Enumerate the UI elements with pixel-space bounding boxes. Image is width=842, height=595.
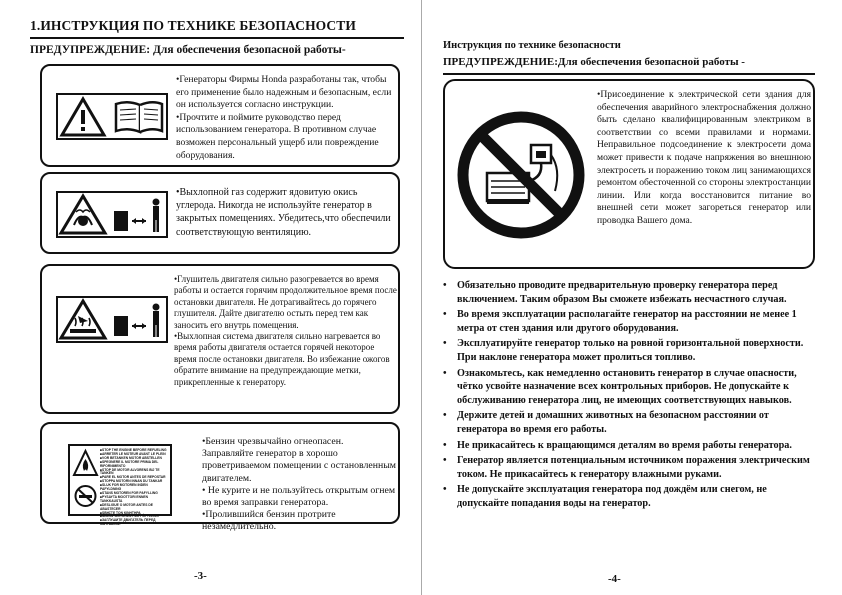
warning-triangle-icon — [62, 99, 104, 135]
distance-generator-icon — [114, 211, 146, 231]
hot-surface-icon-panel — [56, 296, 168, 343]
bullet-item: • Не допускайте эксплуатация генератора под дождём или снегом, не допускайте попадания воды на генератор. — [443, 484, 767, 509]
bullet-dot: • — [443, 455, 447, 467]
safety-block-muffler — [40, 264, 400, 414]
safety-bullet-list — [443, 279, 815, 513]
exhaust-paragraph-1: •Выхлопной газ содержит ядовитую окись углерода. Никогда не используйте генератор в закрытых помещениях. Убедитесь,что обеспечили соответствующую вентиляцию. — [176, 187, 391, 238]
manual-paragraph-2: •Прочтите и поймите руководство перед использованием генератора. В противном случае возможен персональный ущерб или повреждение оборудования. — [176, 111, 379, 161]
bullet-dot: • — [443, 484, 447, 496]
label-line: ■SLUK FOR MOTOREN INDEN PAFYLDNING — [100, 483, 148, 492]
manual-block-text — [176, 74, 396, 162]
label-line: ■ARRETER LE MOTEUR AVANT LE PLEIN — [100, 451, 166, 456]
safety-block-fuel — [40, 422, 400, 533]
bullet-dot: • — [443, 280, 447, 291]
muffler-paragraph-2: •Выхлопная система двигателя сильно нагревается во время работы двигателя остается горячей некоторое время после остановки двигателя. Во избежание ожогов обратите внимание на предупреждающие метки, прикрепленные к генератору. — [174, 331, 390, 387]
muffler-paragraph-1: •Глушитель двигателя сильно разогревается во время работы и остается горячим продолжительное время после остановки двигателя. Не дотрагивайтесь до горячего глушителя. Дайте двигателю остыть перед тем как заносить его внутрь помещения. — [174, 274, 397, 330]
label-line: ■STOPPA MOTORN INNAN DU TANKAR — [100, 479, 163, 484]
bullet-item: • Во время эксплуатации располагайте генератор на расстоянии не менее 1 метра от стен здания или другого оборудования. — [443, 309, 797, 334]
no-connection-icon — [457, 111, 585, 239]
refueling-label-panel — [68, 444, 172, 527]
fuel-paragraph-2: • Не курите и не пользуйтесь открытым огнем во время заправки генератора. — [202, 484, 396, 509]
right-page-title: Инструкция по технике безопасности — [443, 40, 621, 51]
label-line: ■PARE EL MOTOR ANTES DE REPOSTAR — [100, 475, 166, 480]
label-line: ■SBHΣTE TON KINHTHPA — [100, 510, 141, 515]
bullet-item: • Держите детей и домашних животных на безопасном расстоянии от генератора во время его работы. — [443, 410, 769, 435]
distance-generator-icon-2 — [114, 316, 146, 336]
bullet-item: • Генератор является потенциальным источником поражения электрическим током. Не прикасайтесь к генератору влажными руками. — [443, 455, 810, 480]
person-icon-2 — [153, 304, 160, 338]
title-rule — [30, 37, 404, 39]
toxic-gas-warning-icon — [61, 196, 105, 233]
label-line: ■STOP DE MOTOR ALVORENS BIJ TE TANKEN — [100, 467, 160, 476]
bullet-dot: • — [443, 338, 447, 350]
muffler-block-text — [174, 274, 398, 388]
label-line: ■DESLIGUE O MOTOR ANTES DE ABASTECER — [100, 502, 153, 511]
manual-paragraph-1: •Генераторы Фирмы Honda разработаны так, чтобы его применение было надежным и безопасным, если он используется согласно инструкции. — [176, 74, 392, 111]
exhaust-icon-panel — [56, 191, 168, 238]
exhaust-block-text — [176, 186, 396, 239]
label-line: ■VOR BETANKEN MOTOR ABSTELLEN — [100, 455, 162, 460]
right-title-rule — [443, 73, 815, 75]
left-page-title: 1.ИНСТРУКЦИЯ ПО ТЕХНИКЕ БЕЗОПАСНОСТИ — [30, 18, 356, 33]
fuel-block-text — [202, 436, 396, 534]
bullet-dot: • — [443, 309, 447, 321]
open-book-icon — [116, 102, 162, 132]
label-line: ■PYSAYTA MOOTTORI ENNEN TANKKAUSTA — [100, 494, 148, 503]
grid-connection-warning-box — [443, 79, 815, 269]
grid-connection-text: •Присоединение к электрической сети здания для обеспечения аварийного электроснабжения должно быть сделано квалифицированным электриком в соответствии со всеми правилами и нормами. Неправильное подсоединение к электросети дома может привести к подаче напряжения во внешнюю электросеть и поражению током лиц занимающихся ремонтом обесточенной со стороны электростанции линии. Или когда восстановится питание во внешней сети может загореться генератор или проводка Вашего дома. — [597, 89, 811, 226]
fire-warning-icon — [73, 449, 98, 511]
label-line: ■STANS MOTOREN FOR PAFYLLING — [100, 490, 158, 495]
no-smoking-icon — [73, 482, 98, 512]
label-line: ■ЗАГЛУШИТЕ ДВИГАТЕЛЬ ПЕРЕД ЗАПРАВКОЙ — [100, 518, 156, 527]
bullet-item: • Обязательно проводите предварительную проверку генератора перед включением. Таким образом Вы сможете избежать несчастного случая. — [443, 280, 787, 305]
hot-surface-warning-icon — [61, 301, 105, 338]
left-warning-heading: ПРЕДУПРЕЖДЕНИЕ: Для обеспечения безопасной работы- — [30, 44, 346, 56]
left-page-number: -3- — [194, 570, 207, 582]
bullet-dot: • — [443, 439, 447, 451]
tilt-note: При наклоне генератора может пролиться топливо. — [457, 351, 696, 363]
right-page-number: -4- — [608, 573, 621, 585]
label-line: ■SPEGNERE IL MOTORE PRIMA DEL RIFORNIMENTO — [100, 459, 159, 468]
page-divider — [421, 0, 422, 595]
bullet-dot: • — [443, 367, 447, 379]
bullet-dot: • — [443, 410, 447, 422]
bullet-item: • Не прикасайтесь к вращающимся деталям во время работы генератора. — [443, 439, 792, 451]
person-icon — [153, 199, 160, 233]
fuel-paragraph-3: •Пролившийся бензин протрите незамедлительно. — [202, 509, 336, 533]
safety-block-exhaust-gas — [40, 172, 400, 254]
bullet-item: • Ознакомьтесь, как немедленно остановить генератор в случае опасности, чётко усвойте назначение всех контрольных приборов. Не допускайте к обслуживанию генератора лиц, не имеющих соответствующих навыков. — [443, 367, 797, 406]
fuel-paragraph-1: •Бензин чрезвычайно огнеопасен. Заправляйте генератор в хорошо проветриваемом помещении с остановленным двигателем. — [202, 436, 397, 484]
manual-icon-panel — [56, 93, 168, 140]
bullet-item: • Эксплуатируйте генератор только на ровной горизонтальной поверхности. При наклоне генератора может пролиться топливо. — [443, 337, 815, 364]
label-line: ■STOP THE ENGINE BEFORE REFUELING — [100, 448, 167, 452]
label-line: ■SLÅ AV MOTOREN FØR PÅFYLLING — [100, 514, 159, 519]
right-warning-heading: ПРЕДУПРЕЖДЕНИЕ:Для обеспечения безопасной работы - — [443, 56, 745, 68]
multilanguage-label-text — [100, 448, 167, 527]
safety-block-manual — [40, 64, 400, 167]
